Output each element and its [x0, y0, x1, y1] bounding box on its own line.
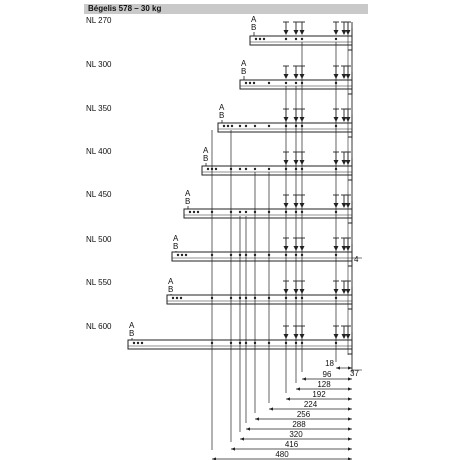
- size-label: NL 350: [86, 104, 112, 113]
- mounting-hole: [254, 168, 256, 170]
- mounting-hole: [141, 342, 143, 344]
- size-label: NL 550: [86, 278, 112, 287]
- marker-a-label: A: [203, 146, 209, 155]
- mounting-hole: [223, 125, 225, 127]
- marker-a-label: A: [173, 234, 179, 243]
- mounting-hole: [285, 82, 287, 84]
- size-label: NL 400: [86, 147, 112, 156]
- dim-arrow-left: [296, 387, 300, 390]
- screw-arrow-head: [342, 160, 347, 165]
- dimension-chain-layer: [212, 255, 362, 460]
- mounting-hole: [137, 342, 139, 344]
- mounting-hole: [268, 168, 270, 170]
- marker-b-label: B: [168, 285, 174, 294]
- size-label: NL 300: [86, 60, 112, 69]
- mounting-hole: [239, 211, 241, 213]
- dim-arrow-left: [269, 407, 273, 410]
- screw-arrow-head: [300, 30, 305, 35]
- screw-arrow-head: [342, 117, 347, 122]
- size-label: NL 500: [86, 235, 112, 244]
- mounting-hole: [295, 38, 297, 40]
- rails-layer: [86, 15, 352, 354]
- screw-arrow-head: [294, 74, 299, 79]
- dim-arrow-left: [286, 397, 290, 400]
- mounting-hole: [295, 82, 297, 84]
- mounting-hole: [259, 38, 261, 40]
- mounting-hole: [133, 342, 135, 344]
- screw-arrow-head: [294, 30, 299, 35]
- mounting-hole: [301, 38, 303, 40]
- mounting-hole: [335, 38, 337, 40]
- mounting-hole: [197, 211, 199, 213]
- dim-value: 288: [292, 420, 306, 429]
- dim-arrow-right: [348, 417, 352, 420]
- marker-a-label: A: [251, 15, 257, 24]
- marker-a-label: A: [129, 321, 135, 330]
- screw-arrow-head: [342, 74, 347, 79]
- dim-arrow-left: [336, 366, 340, 369]
- dim-value: 18: [325, 359, 334, 368]
- rail-body: [202, 166, 352, 175]
- mounting-hole: [215, 168, 217, 170]
- dim-value: 416: [284, 440, 299, 449]
- dim-arrow-left: [231, 447, 235, 450]
- rail-body: [218, 123, 352, 132]
- screw-arrow-head: [334, 30, 339, 35]
- marker-b-label: B: [129, 329, 135, 338]
- mounting-hole: [268, 82, 270, 84]
- mounting-hole: [254, 125, 256, 127]
- marker-a-label: A: [185, 189, 191, 198]
- screw-arrow-head: [342, 334, 347, 339]
- mounting-hole: [207, 168, 209, 170]
- dim-value: 256: [296, 410, 311, 419]
- screw-arrow-head: [342, 246, 347, 251]
- dim-value: 192: [312, 390, 326, 399]
- mounting-hole: [263, 38, 265, 40]
- screw-arrow-head: [342, 30, 347, 35]
- marker-b-label: B: [251, 23, 257, 32]
- side-dim-value-4: 4: [354, 255, 359, 264]
- marker-b-label: B: [185, 197, 191, 206]
- dim-arrow-left: [240, 437, 244, 440]
- size-label: NL 450: [86, 190, 112, 199]
- marker-a-label: A: [241, 59, 247, 68]
- mounting-hole: [185, 254, 187, 256]
- screw-arrow-head: [284, 74, 289, 79]
- size-label: NL 600: [86, 322, 112, 331]
- mounting-hole: [268, 125, 270, 127]
- rail-body: [184, 209, 352, 218]
- mounting-hole: [180, 297, 182, 299]
- marker-b-label: B: [203, 154, 209, 163]
- screw-arrow-head: [284, 30, 289, 35]
- mounting-hole: [172, 297, 174, 299]
- mounting-hole: [253, 82, 255, 84]
- marker-b-label: B: [241, 67, 247, 76]
- diagram-title: Bégelis 578 – 30 kg: [88, 4, 162, 13]
- marker-b-label: B: [173, 242, 179, 251]
- mounting-hole: [193, 211, 195, 213]
- dim-value: 480: [275, 450, 289, 459]
- mounting-hole: [245, 168, 247, 170]
- dim-value: 96: [322, 370, 332, 379]
- marker-a-label: A: [168, 277, 174, 286]
- mounting-hole: [181, 254, 183, 256]
- mounting-hole: [176, 297, 178, 299]
- dim-arrow-left: [246, 427, 250, 430]
- mounting-hole: [239, 168, 241, 170]
- screw-arrow-head: [342, 289, 347, 294]
- dim-arrow-right: [348, 397, 352, 400]
- marker-b-label: B: [219, 111, 225, 120]
- mounting-hole: [231, 125, 233, 127]
- marker-a-label: A: [219, 103, 225, 112]
- mounting-hole: [245, 125, 247, 127]
- mounting-hole: [177, 254, 179, 256]
- dim-arrow-right: [348, 407, 352, 410]
- mounting-hole: [245, 82, 247, 84]
- mounting-hole: [255, 38, 257, 40]
- mounting-hole: [227, 125, 229, 127]
- dim-value: 224: [303, 400, 318, 409]
- dim-value: 320: [289, 430, 303, 439]
- rail-body: [172, 252, 352, 261]
- mounting-hole: [249, 82, 251, 84]
- screw-arrow-head: [342, 203, 347, 208]
- dim-arrow-right: [348, 437, 352, 440]
- rail-body: [167, 295, 352, 304]
- dim-arrow-left: [302, 377, 306, 380]
- dim-value: 128: [317, 380, 331, 389]
- dim-arrow-right: [348, 387, 352, 390]
- mounting-hole: [189, 211, 191, 213]
- mounting-hole: [245, 211, 247, 213]
- dim-arrow-right: [348, 427, 352, 430]
- mounting-hole: [239, 125, 241, 127]
- size-label: NL 270: [86, 16, 112, 25]
- side-dim-value-37: 37: [350, 369, 359, 378]
- mounting-hole: [285, 38, 287, 40]
- dim-arrow-left: [255, 417, 259, 420]
- dim-arrow-right: [348, 447, 352, 450]
- rail-body: [250, 36, 352, 45]
